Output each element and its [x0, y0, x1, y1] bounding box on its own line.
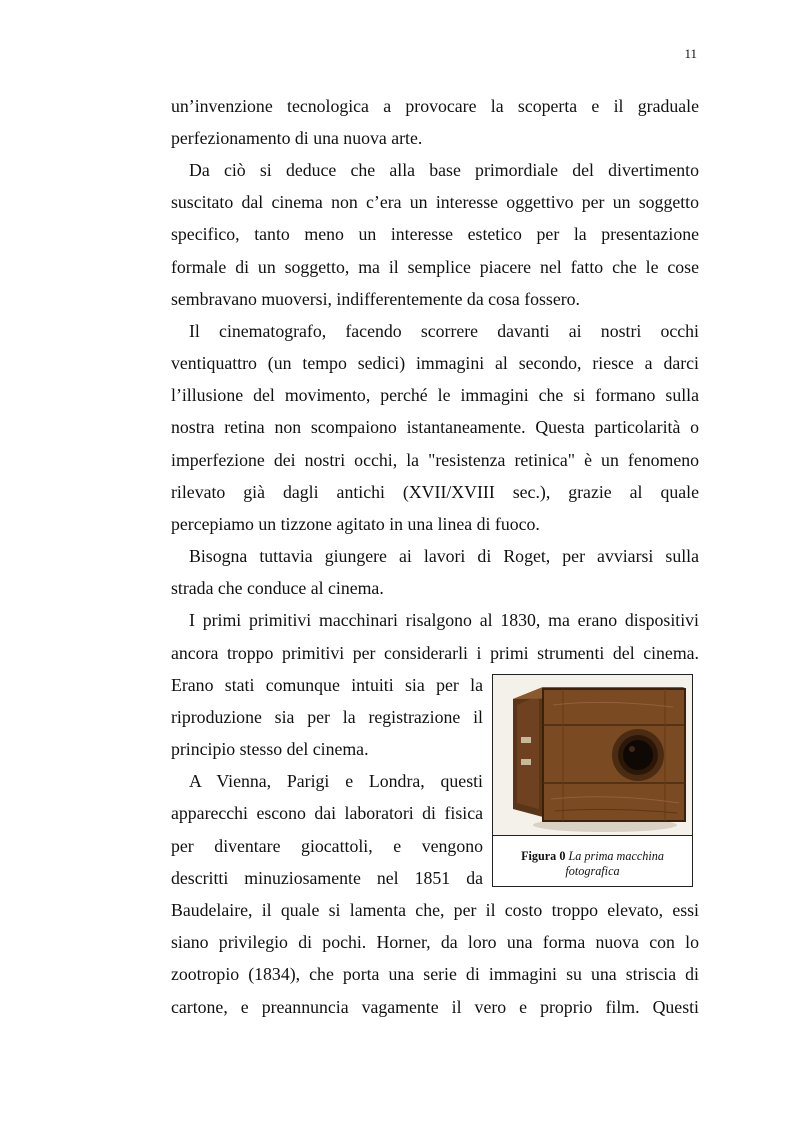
text-line: Il cinematografo, facendo scorrere davanti ai nostri occhi — [189, 321, 699, 341]
text-line: A Vienna, Parigi e Londra, questi — [189, 771, 483, 791]
figure-caption-text: La prima macchina fotografica — [565, 849, 664, 878]
text-line: imperfezione dei nostri occhi, la "resistenza retinica" è un fenomeno — [171, 450, 699, 470]
text-line: formale di un soggetto, ma il semplice piacere nel fatto che le cose — [171, 257, 699, 277]
text-line: strada che conduce al cinema. — [171, 578, 384, 598]
text-line: per diventare giocattoli, e vengono — [171, 836, 483, 856]
text-line: perfezionamento di una nuova arte. — [171, 128, 423, 148]
text-line: descritti minuziosamente nel 1851 da — [171, 868, 483, 888]
text-line: percepiamo un tizzone agitato in una linea di fuoco. — [171, 514, 540, 534]
camera-photo — [493, 675, 692, 836]
text-line: sembravano muoversi, indifferentemente da cosa fossero. — [171, 289, 580, 309]
text-line: specifico, tanto meno un interesse estetico per la presentazione — [171, 224, 699, 244]
text-line: nostra retina non scompaiono istantaneamente. Questa particolarità o — [171, 417, 699, 437]
text-line: rilevato già dagli antichi (XVII/XVIII sec.), grazie al quale — [171, 482, 699, 502]
text-line: siano privilegio di pochi. Horner, da loro una forma nuova con lo — [171, 932, 699, 952]
text-line: principio stesso del cinema. — [171, 739, 369, 759]
text-line: Bisogna tuttavia giungere ai lavori di Roget, per avviarsi sulla — [189, 546, 699, 566]
text-line: I primi primitivi macchinari risalgono al 1830, ma erano dispositivi — [189, 610, 699, 630]
text-line: zootropio (1834), che porta una serie di immagini su una striscia di — [171, 964, 699, 984]
page-number: 11 — [684, 46, 697, 61]
figure — [492, 674, 693, 887]
figure-caption — [497, 849, 688, 879]
text-line: riproduzione sia per la registrazione il — [171, 707, 483, 727]
text-line: suscitato dal cinema non c’era un interesse oggettivo per un soggetto — [171, 192, 699, 212]
text-line: Da ciò si deduce che alla base primordiale del divertimento — [189, 160, 699, 180]
text-line: cartone, e preannuncia vagamente il vero e proprio film. Questi — [171, 997, 699, 1017]
text-line: ancora troppo primitivi per considerarli i primi strumenti del cinema. — [171, 643, 699, 663]
text-line: apparecchi escono dai laboratori di fisica — [171, 803, 483, 823]
text-line: ventiquattro (un tempo sedici) immagini al secondo, riesce a darci — [171, 353, 699, 373]
figure-label: Figura 0 — [521, 849, 566, 863]
text-line: un’invenzione tecnologica a provocare la scoperta e il graduale — [171, 96, 699, 116]
text-line: Erano stati comunque intuiti sia per la — [171, 675, 483, 695]
text-line: l’illusione del movimento, perché le immagini che si formano sulla — [171, 385, 699, 405]
text-line: Baudelaire, il quale si lamenta che, per il costo troppo elevato, essi — [171, 900, 699, 920]
